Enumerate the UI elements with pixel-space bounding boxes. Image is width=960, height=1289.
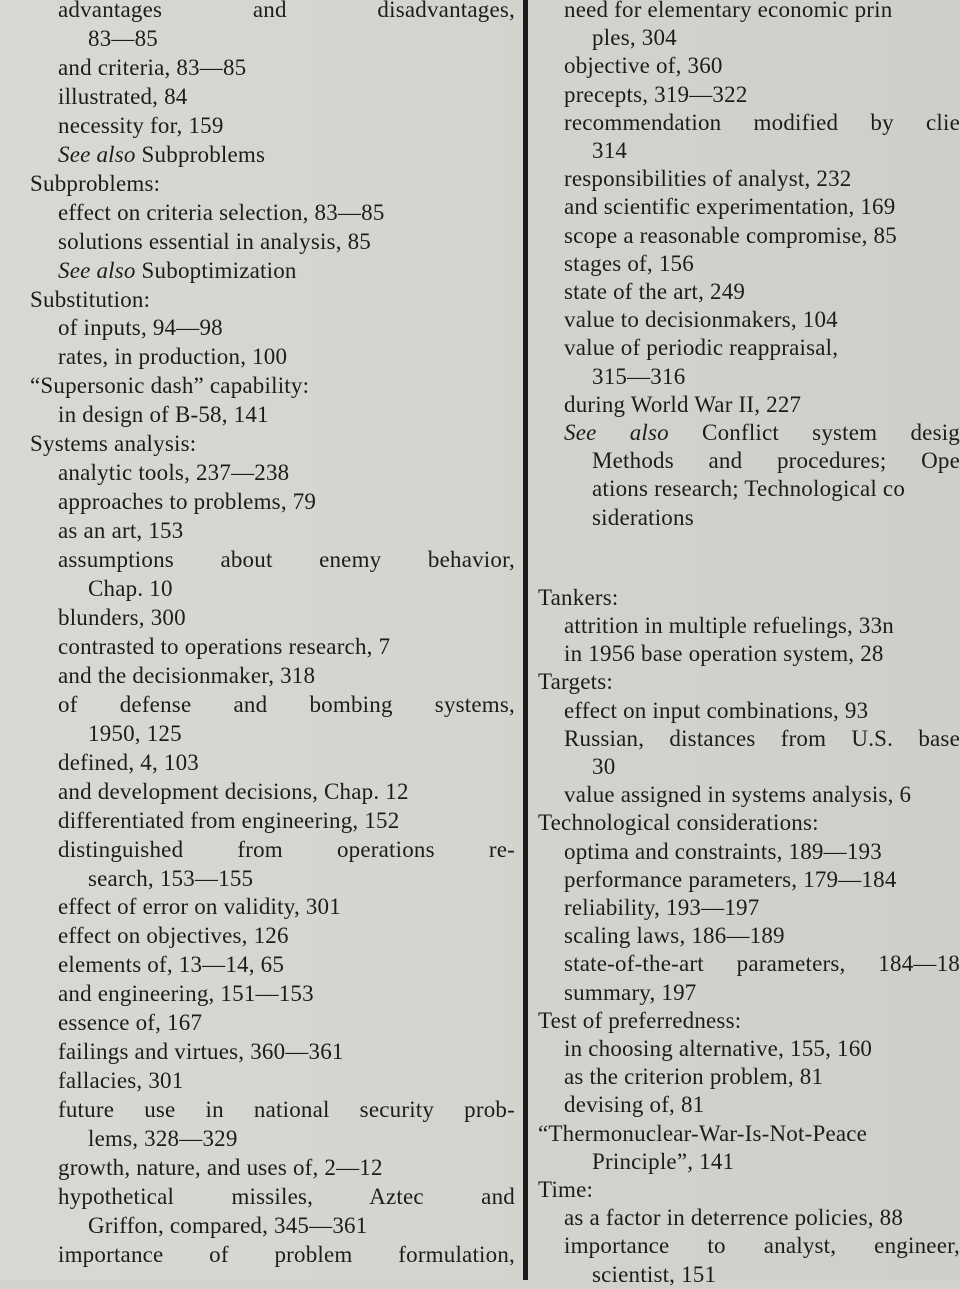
index-entry [0,1241,515,1269]
entry-text: elements of, 13—14, 65 [58,952,285,978]
index-entry [0,314,515,342]
entry-text: 314 [592,138,628,163]
entry-text: necessity for, 159 [58,112,224,138]
entry-text: effect on objectives, 126 [58,923,289,949]
entry-text: Methods and procedures; Ope [592,448,960,474]
entry-text: assumptions about enemy behavior, [58,547,515,573]
entry-text: Technological considerations: [538,810,819,836]
index-continuation [532,753,960,781]
index-entry [532,1091,960,1119]
index-entry [532,1035,960,1063]
entry-text: differentiated from engineering, 152 [58,807,400,833]
index-heading [532,668,960,696]
index-entry [0,401,515,429]
index-entry [0,778,515,806]
index-entry [532,165,960,193]
entry-text: blunders, 300 [58,604,186,630]
index-entry [532,838,960,866]
index-entry [0,1154,515,1182]
entry-text: and development decisions, Chap. 12 [58,778,409,804]
entry-text: contrasted to operations research, 7 [58,633,391,659]
index-entry [532,1063,960,1091]
entry-text: Tankers: [538,584,619,610]
index-entry [0,691,515,719]
entry-text: performance parameters, 179—184 [564,866,897,892]
index-continuation [532,24,960,52]
entry-text: state-of-the-art parameters, 184—18 [564,951,960,977]
entry-text: stages of, 156 [564,250,694,276]
index-entry [0,517,515,545]
entry-text: recommendation modified by clie [564,109,960,135]
index-entry [532,781,960,809]
entry-text: objective of, 360 [564,53,723,79]
index-entry [532,193,960,221]
index-entry [532,725,960,753]
index-entry [532,52,960,80]
entry-text: future use in national security prob- [58,1097,515,1123]
index-heading [532,809,960,837]
entry-text: in 1956 base operation system, 28 [564,641,884,667]
entry-text: Targets: [538,669,613,695]
entry-text: value of periodic reappraisal, [564,335,839,361]
index-entry [0,893,515,921]
entry-text: Chap. 10 [88,576,173,601]
entry-text: effect on criteria selection, 83—85 [58,199,385,225]
entry-text: “Supersonic dash” capability: [30,373,310,399]
entry-text: scientist, 151 [592,1261,717,1287]
entry-text: and scientific experimentation, 169 [564,194,896,220]
index-entry [532,250,960,278]
entry-text: in choosing alternative, 155, 160 [564,1036,873,1061]
index-entry [532,1232,960,1260]
index-continuation [0,575,515,603]
entry-text: as an art, 153 [58,518,184,544]
index-entry [0,257,515,285]
index-entry [0,951,515,979]
index-continuation [532,1261,960,1289]
index-continuation [0,1212,515,1240]
index-entry [0,546,515,574]
entry-text: and engineering, 151—153 [58,981,314,1007]
entry-text: Russian, distances from U.S. base [564,725,960,751]
entry-text: importance to analyst, engineer, [564,1233,960,1259]
entry-text: Subproblems: [30,170,161,196]
index-continuation [532,1148,960,1176]
entry-text: importance of problem formulation, [58,1241,515,1267]
index-entry [0,459,515,487]
index-entry [532,306,960,334]
entry-text: ations research; Technological co [592,476,906,502]
entry-text: summary, 197 [564,979,697,1005]
index-entry [532,922,960,950]
entry-text: effect on input combinations, 93 [564,697,869,723]
entry-text: Test of preferredness: [538,1007,742,1033]
index-continuation [0,865,515,893]
index-continuation [532,137,960,165]
entry-text: approaches to problems, 79 [58,489,317,515]
index-continuation [0,1125,515,1153]
entry-text: value to decisionmakers, 104 [564,307,838,333]
entry-text: Suboptimization [135,257,297,283]
entry-text: 1950, 125 [88,720,182,746]
index-entry [0,141,515,169]
index-entry [0,488,515,516]
index-entry [532,391,960,419]
entry-text: in design of B-58, 141 [58,402,269,428]
index-entry [0,749,515,777]
entry-text: rates, in production, 100 [58,344,288,370]
entry-text: attrition in multiple refuelings, 33n [564,613,894,638]
entry-text: as a factor in deterrence policies, 88 [564,1205,904,1231]
index-entry [532,979,960,1007]
index-continuation [532,475,960,503]
entry-text: 83—85 [88,25,158,51]
index-entry [0,1183,515,1211]
entry-text: growth, nature, and uses of, 2—12 [58,1155,383,1180]
index-entry [0,604,515,632]
index-heading [532,1176,960,1204]
entry-text: as the criterion problem, 81 [564,1064,824,1090]
entry-text: distinguished from operations re- [58,836,515,862]
index-entry [532,1204,960,1232]
index-heading [0,372,515,400]
entry-text: Time: [538,1177,594,1202]
index-entry [0,112,515,140]
index-entry [0,0,515,24]
entry-text: Substitution: [30,286,151,312]
entry-text: Conflict system desig [668,420,960,445]
entry-text: Principle”, 141 [592,1148,735,1174]
entry-text: of inputs, 94—98 [58,315,223,341]
see-also-label: See also [564,420,669,445]
index-continuation [532,504,960,532]
index-entry [0,980,515,1008]
index-entry [532,419,960,447]
entry-text: 30 [592,754,616,779]
entry-text: and the decisionmaker, 318 [58,662,316,688]
entry-text: “Thermonuclear-War-Is-Not-Peace [538,1120,868,1146]
entry-text: defined, 4, 103 [58,749,199,775]
see-also-label: See also [58,257,136,283]
entry-text: Systems analysis: [30,431,197,457]
entry-text: 315—316 [592,363,686,389]
index-entry [0,807,515,835]
index-entry [0,343,515,371]
index-entry [0,922,515,950]
entry-text: value assigned in systems analysis, 6 [564,782,912,808]
index-entry [532,866,960,894]
entry-text: optima and constraints, 189—193 [564,838,882,864]
index-heading [532,1007,960,1035]
entry-text: devising of, 81 [564,1092,705,1118]
index-entry [532,640,960,668]
entry-text: fallacies, 301 [58,1068,184,1094]
index-entry [532,334,960,362]
entry-text: effect of error on validity, 301 [58,894,341,920]
index-heading [532,584,960,612]
index-entry [0,199,515,227]
entry-text: precepts, 319—322 [564,81,748,107]
index-entry [0,1009,515,1037]
entry-text: and criteria, 83—85 [58,54,247,80]
entry-text: solutions essential in analysis, 85 [58,228,372,254]
index-entry [532,109,960,137]
index-continuation [0,720,515,748]
entry-text: lems, 328—329 [88,1126,238,1152]
entry-text: Subproblems [135,141,266,167]
index-entry [0,54,515,82]
entry-text: Griffon, compared, 345—361 [88,1212,368,1238]
entry-text: search, 153—155 [88,865,254,891]
entry-text: during World War II, 227 [564,391,802,417]
entry-text: reliability, 193—197 [564,895,760,920]
index-entry [0,633,515,661]
entry-text: siderations [592,504,694,530]
entry-text: advantages and disadvantages, [58,0,515,22]
entry-text: scope a reasonable compromise, 85 [564,222,897,248]
index-continuation [0,25,515,53]
entry-text: analytic tools, 237—238 [58,460,290,486]
entry-text: scaling laws, 186—189 [564,923,785,949]
index-entry [0,83,515,111]
entry-text: responsibilities of analyst, 232 [564,166,852,192]
column-gutter [523,0,528,1280]
index-entry [532,278,960,306]
index-entry [532,81,960,109]
entry-text: state of the art, 249 [564,279,746,304]
entry-text: essence of, 167 [58,1010,203,1036]
entry-text: ples, 304 [592,25,677,51]
index-continuation [532,363,960,391]
index-entry [532,612,960,640]
index-entry [0,1067,515,1095]
entry-text: illustrated, 84 [58,83,188,109]
index-entry [0,228,515,256]
index-entry [0,836,515,864]
index-heading [532,1120,960,1148]
index-heading [0,286,515,314]
index-entry [0,662,515,690]
index-heading [0,170,515,198]
index-entry [532,222,960,250]
index-entry [532,697,960,725]
entry-text: of defense and bombing systems, [58,691,515,717]
index-entry [532,0,960,24]
index-entry [0,1096,515,1124]
entry-text: need for elementary economic prin [564,0,893,22]
index-continuation [532,447,960,475]
index-heading [0,430,515,458]
see-also-label: See also [58,141,136,167]
entry-text: hypothetical missiles, Aztec and [58,1183,515,1209]
index-entry [532,950,960,978]
entry-text: failings and virtues, 360—361 [58,1039,344,1065]
index-entry [532,894,960,922]
index-entry [0,1038,515,1066]
